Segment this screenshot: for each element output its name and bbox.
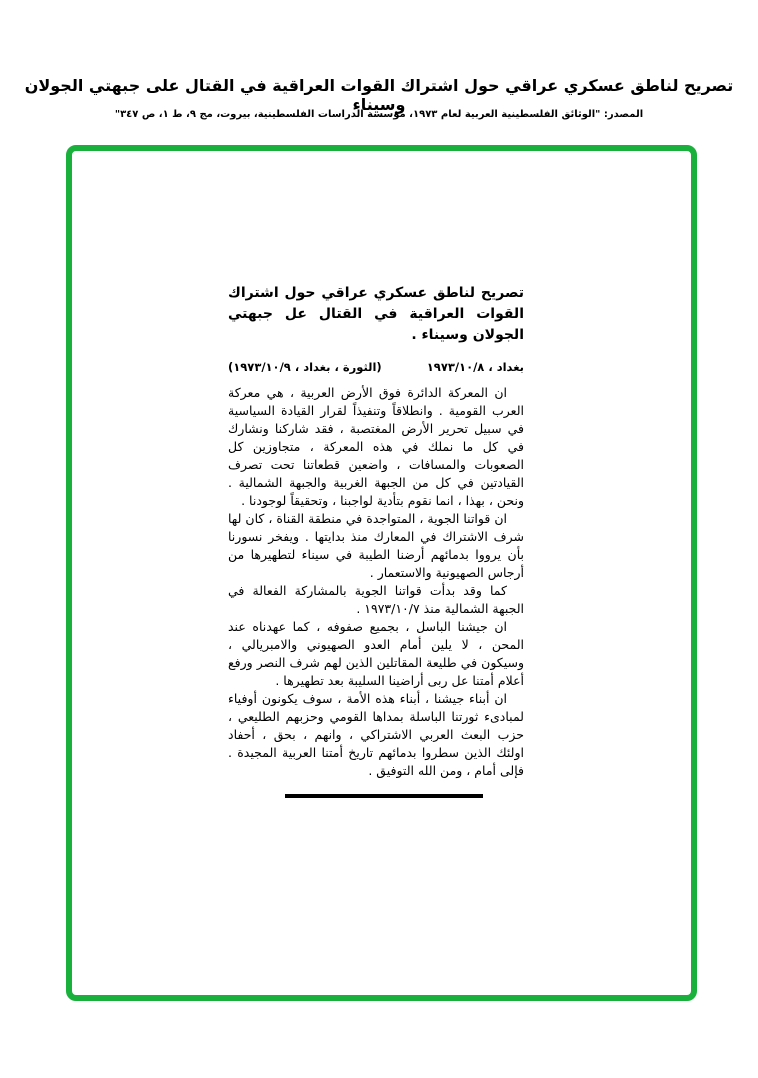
scan-heading: تصريح لناطق عسكري عراقي حول اشتراك القوات العراقية في القتال عل جبهتي الجولان وسيناء . [228,285,524,343]
dateline-place-date: بغداد ، ١٩٧٣/١٠/٨ [426,360,524,374]
dateline [228,360,524,374]
scan-paragraph: ان قواتنا الجوية ، المتواجدة في منطقة القناة ، كان لها شرف الاشتراك في المعارك منذ بدايتها . ويفخر نسورنا بأن يرووا بدمائهم أرضنا الطيبة في سيناء لتطهيرها من أرجاس الصهيونية والاستعمار . [228,511,524,580]
page-title: تصريح لناطق عسكري عراقي حول اشتراك القوات العراقية في القتال على جبهتي الجولان وسيناء [24,76,734,114]
dateline-attribution: (الثورة ، بغداد ، ١٩٧٣/١٠/٩) [228,360,382,374]
scan-paragraph: ان أبناء جيشنا ، أبناء هذه الأمة ، سوف يكونون أوفياء لمبادىء ثورتنا الباسلة بمداها القومي وحزبهم الطليعي ، حزب البعث العربي الاشتراكي ، وانهم ، بحق ، أحفاد اولئك الذين سطروا بدمائهم تاريخ أمتنا العربية المجيدة . فإلى أمام ، ومن الله التوفيق . [228,691,524,778]
scan-paragraph: كما وقد بدأت قواتنا الجوية بالمشاركة الفعالة في الجبهة الشمالية منذ ١٩٧٣/١٠/٧ . [228,583,524,616]
scan-text-block [228,283,524,780]
scan-paragraph: ان المعركة الدائرة فوق الأرض العربية ، هي معركة العرب القومية . وانطلاقاً وتنفيذاً لقرار القيادة السياسية في سبيل تحرير الأرض المغتصبة ، فقد شاركنا ونشارك في كل ما نملك في هذه المعركة ، متجاوزين كل الصعوبات والمسافات ، واضعين قطعاتنا تحت تصرف القيادتين في كل من الجبهة الغربية والجبهة الشمالية . ونحن ، بهذا ، انما نقوم بتأدية لواجبنا ، وتحقيقاً لوجودنا . [228,385,524,508]
source-citation: المصدر: "الوثائق الفلسطينية العربية لعام ١٩٧٣، مؤسسة الدراسات الفلسطينية، بيروت، مج ٩، ط ١، ص ٣٤٧" [114,109,644,120]
scan-paragraph: ان جيشنا الباسل ، بجميع صفوفه ، كما عهدناه عند المحن ، لا يلين أمام العدو الصهيوني والامبريالي ، وسيكون في طليعة المقاتلين الذين لهم شرف النصر ورفع أعلام أمتنا عل ربى أراضينا السليبة بعد تطهيرها . [228,619,524,688]
scan-body [228,384,524,780]
end-divider [285,794,483,798]
